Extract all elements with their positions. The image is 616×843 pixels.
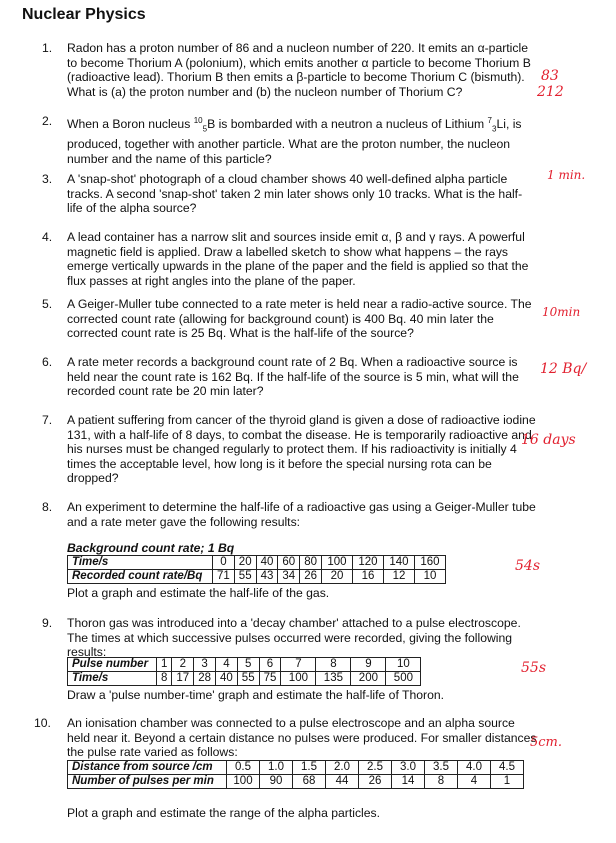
table-cell: 28 [194, 672, 216, 686]
table-cell: 20 [321, 570, 352, 584]
table-cell: 16 [352, 570, 383, 584]
question-text: Radon has a proton number of 86 and a nucleon number of 220. It emits an α-particle to become Thorium A (polonium), which emits another α particle to become Thorium B (radioactive lead). Thorium B then emits a β-particle to become Thorium C (bismuth). What is (a) the proton number and (b) the nucleon number of Thorium C? [67, 41, 531, 99]
question-number: 9. [42, 616, 53, 630]
question-number: 1. [42, 41, 53, 55]
table-cell: 4.5 [491, 761, 524, 775]
table-cell: 20 [234, 556, 256, 570]
range-table [67, 760, 524, 789]
question-number: 6. [42, 355, 53, 369]
lithium-proton-number: 3 [492, 124, 497, 134]
answer-q3: 1 min. [547, 168, 586, 182]
table-cell: 4.0 [458, 761, 491, 775]
table-cell: 2.5 [359, 761, 392, 775]
table-row [68, 556, 446, 570]
table-cell: 44 [326, 775, 359, 789]
question-9-instruction: Draw a 'pulse number-time' graph and estimate the half-life of Thoron. [67, 688, 445, 702]
row-label: Time/s [68, 556, 213, 570]
table-cell: 40 [216, 672, 238, 686]
table-cell: 3.0 [392, 761, 425, 775]
row-label: Recorded count rate/Bq [68, 570, 213, 584]
table-cell: 40 [256, 556, 278, 570]
table-cell: 71 [213, 570, 235, 584]
pulse-table [67, 657, 421, 686]
table-row [68, 570, 446, 584]
table-cell: 26 [300, 570, 322, 584]
table-cell: 7 [281, 658, 316, 672]
table-row [68, 658, 421, 672]
table-cell: 1.0 [260, 761, 293, 775]
boron-nucleon-number: 10 [193, 116, 203, 125]
table-cell: 3.5 [425, 761, 458, 775]
table-cell: 8 [316, 658, 351, 672]
table-cell: 14 [392, 775, 425, 789]
table-cell: 8 [425, 775, 458, 789]
table-cell: 0.5 [227, 761, 260, 775]
question-text: Thoron gas was introduced into a 'decay chamber' attached to a pulse electroscope. The times at which successive pulses occurred were recorded, giving the following results: [67, 616, 521, 660]
answer-q8: 54s [515, 558, 540, 574]
table-cell: 55 [234, 570, 256, 584]
table-cell: 55 [237, 672, 259, 686]
table-row [68, 761, 524, 775]
table-cell: 1.5 [293, 761, 326, 775]
table-cell: 4 [458, 775, 491, 789]
background-count-heading: Background count rate; 1 Bq [67, 541, 235, 555]
table-cell: 34 [278, 570, 300, 584]
table-row [68, 775, 524, 789]
question-text: A patient suffering from cancer of the thyroid gland is given a dose of radioactive iodine 131, with a half-life of 8 days, to combat the disease. He is temporarily radioactive and his nurses must be changed regularly to protect them. If his radioactivity is initially 4 times the acceptable level, how long is it before the special nursing rota can be dropped? [67, 413, 536, 486]
lithium-nucleon-number: 7 [487, 116, 492, 125]
question-number: 5. [42, 297, 53, 311]
answer-q10: 5cm. [530, 735, 563, 750]
table-cell: 10 [386, 658, 421, 672]
question-number: 10. [34, 716, 51, 730]
row-label: Distance from source /cm [68, 761, 227, 775]
question-8-instruction: Plot a graph and estimate the half-life of the gas. [67, 586, 330, 600]
table-cell: 120 [352, 556, 383, 570]
boron-proton-number: 5 [202, 124, 208, 134]
question-10-instruction: Plot a graph and estimate the range of the alpha particles. [67, 806, 381, 820]
answer-q7: 16 days [521, 432, 576, 448]
table-cell: 80 [300, 556, 322, 570]
table-cell: 100 [321, 556, 352, 570]
question-text: An experiment to determine the half-life of a radioactive gas using a Geiger-Muller tube and a rate meter gave the following results: [67, 500, 536, 529]
table-cell: 5 [237, 658, 259, 672]
answer-q1-nucleon: 212 [537, 84, 564, 100]
question-number: 2. [42, 114, 53, 128]
table-cell: 1 [491, 775, 524, 789]
question-number: 4. [42, 230, 53, 244]
table-cell: 140 [383, 556, 414, 570]
page-title: Nuclear Physics [22, 6, 146, 23]
question-number: 8. [42, 500, 53, 514]
row-label: Pulse number [68, 658, 157, 672]
table-cell: 43 [256, 570, 278, 584]
question-text: An ionisation chamber was connected to a pulse electroscope and an alpha source held near it. Beyond a certain distance no pulses were produced. For smaller distances the pulse rate varied as follows: [67, 716, 537, 760]
table-cell: 75 [259, 672, 281, 686]
table-cell: 8 [157, 672, 172, 686]
table-cell: 160 [414, 556, 445, 570]
table-cell: 1 [157, 658, 172, 672]
question-number: 3. [42, 172, 53, 186]
table-cell: 6 [259, 658, 281, 672]
table-cell: 100 [227, 775, 260, 789]
table-cell: 100 [281, 672, 316, 686]
table-cell: 17 [172, 672, 194, 686]
row-label: Time/s [68, 672, 157, 686]
table-row [68, 672, 421, 686]
question-number: 7. [42, 413, 53, 427]
table-cell: 3 [194, 658, 216, 672]
table-cell: 60 [278, 556, 300, 570]
row-label: Number of pulses per min [68, 775, 227, 789]
answer-q6: 12 Bq/ [540, 361, 587, 377]
table-cell: 500 [386, 672, 421, 686]
table-cell: 2.0 [326, 761, 359, 775]
question-text: A lead container has a narrow slit and sources inside emit α, β and γ rays. A powerful magnetic field is applied. Draw a labelled sketch to show what happens – the rays emerge vertically upwards in the plane of the paper and the field is applied so that the flux passes at right angles into the plane of the paper. [67, 230, 529, 288]
table-cell: 68 [293, 775, 326, 789]
question-text: A 'snap-shot' photograph of a cloud chamber shows 40 well-defined alpha particle tracks. A second 'snap-shot' taken 2 min later shows only 10 tracks. What is the half-life of the alpha source? [67, 172, 523, 216]
answer-q9: 55s [521, 660, 546, 676]
table-cell: 26 [359, 775, 392, 789]
table-cell: 200 [351, 672, 386, 686]
table-cell: 4 [216, 658, 238, 672]
table-cell: 12 [383, 570, 414, 584]
answer-q1-proton: 83 [541, 68, 559, 84]
table-cell: 0 [213, 556, 235, 570]
question-text: A rate meter records a background count rate of 2 Bq. When a radioactive source is held near the count rate is 162 Bq. If the half-life of the source is 5 min, what will the recorded count rate be 20 min later? [67, 355, 519, 399]
table-cell: 135 [316, 672, 351, 686]
table-cell: 2 [172, 658, 194, 672]
question-text: A Geiger-Muller tube connected to a rate meter is held near a radio-active source. The corrected count rate (allowing for background count) is 400 Bq. 40 min later the corrected count rate is 25 Bq. What is the half-life of the source? [67, 297, 532, 341]
answer-q5: 10min [542, 305, 581, 319]
table-cell: 10 [414, 570, 445, 584]
table-cell: 9 [351, 658, 386, 672]
half-life-table [67, 555, 446, 584]
table-cell: 90 [260, 775, 293, 789]
question-text: When a Boron nucleus $^{10}_5$B is bombarded with a neutron a nucleus of Lithium $^7_3$Li, is produced, together with another particle. What are the proton number, the nucleon number and the name of this particle? [67, 116, 522, 166]
